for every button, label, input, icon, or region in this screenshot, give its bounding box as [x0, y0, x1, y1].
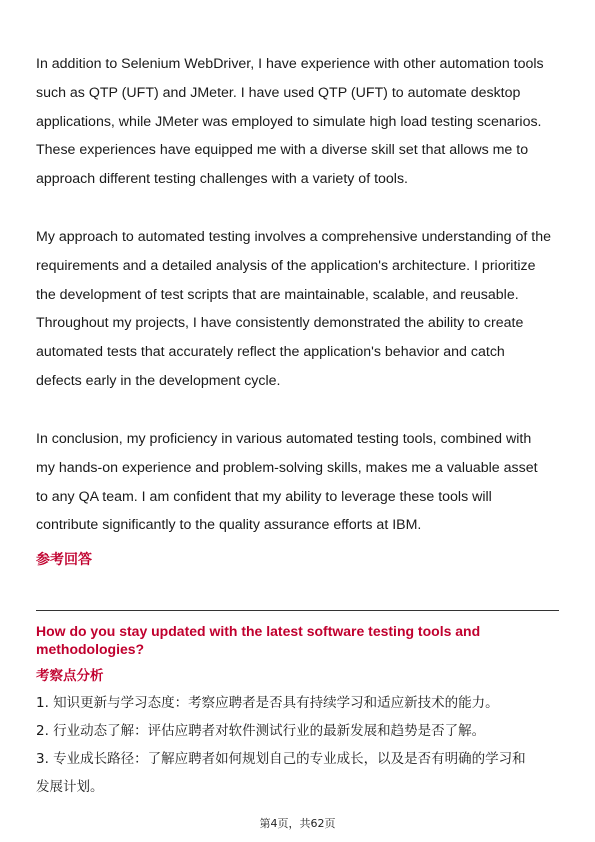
- analysis-point: 1. 知识更新与学习态度：考察应聘者是否具有持续学习和适应新技术的能力。: [36, 695, 499, 711]
- analysis-label: 考察点分析: [36, 668, 104, 684]
- paragraph-line: applications, while JMeter was employed to simulate high load testing scenarios.: [36, 113, 542, 130]
- question-title: How do you stay updated with the latest software testing tools and methodologies?: [36, 623, 481, 657]
- paragraph-line: such as QTP (UFT) and JMeter. I have used QTP (UFT) to automate desktop: [36, 84, 521, 101]
- paragraph-line: Throughout my projects, I have consistently demonstrated the ability to create: [36, 315, 524, 332]
- paragraph-line: My approach to automated testing involves a comprehensive understanding of the: [36, 229, 552, 245]
- paragraph-line: to any QA team. I am confident that my ability to leverage these tools will: [36, 488, 492, 505]
- paragraph-line: These experiences have equipped me with a diverse skill set that allows me to: [36, 142, 529, 159]
- paragraph-line: In addition to Selenium WebDriver, I have experience with other automation tools: [36, 56, 544, 72]
- paragraph-line: automated tests that accurately reflect the application's behavior and catch: [36, 344, 505, 361]
- paragraph-line: the development of test scripts that are maintainable, scalable, and reusable.: [36, 286, 519, 303]
- section-divider: [36, 610, 559, 611]
- page-number: 第4页，共62页: [259, 817, 336, 830]
- paragraph-line: requirements and a detailed analysis of the application's architecture. I prioritize: [36, 257, 536, 274]
- paragraph-conclusion: [36, 425, 561, 540]
- paragraph-line: approach different testing challenges with a variety of tools.: [36, 171, 408, 188]
- paragraph-approach: [36, 223, 561, 396]
- paragraph-line: In conclusion, my proficiency in various automated testing tools, combined with: [36, 431, 532, 447]
- reference-answer-label: 参考回答: [36, 552, 92, 568]
- paragraph-line: contribute significantly to the quality assurance efforts at IBM.: [36, 517, 422, 534]
- analysis-point: 2. 行业动态了解：评估应聘者对软件测试行业的最新发展和趋势是否了解。: [36, 723, 486, 739]
- paragraph-line: defects early in the development cycle.: [36, 372, 281, 389]
- analysis-point: 3. 专业成长路径：了解应聘者如何规划自己的专业成长，以及是否有明确的学习和: [36, 751, 526, 767]
- paragraph-other-tools: [36, 50, 561, 194]
- analysis-point-continuation: 发展计划。: [36, 779, 104, 795]
- paragraph-line: my hands-on experience and problem-solving skills, makes me a valuable asset: [36, 459, 538, 476]
